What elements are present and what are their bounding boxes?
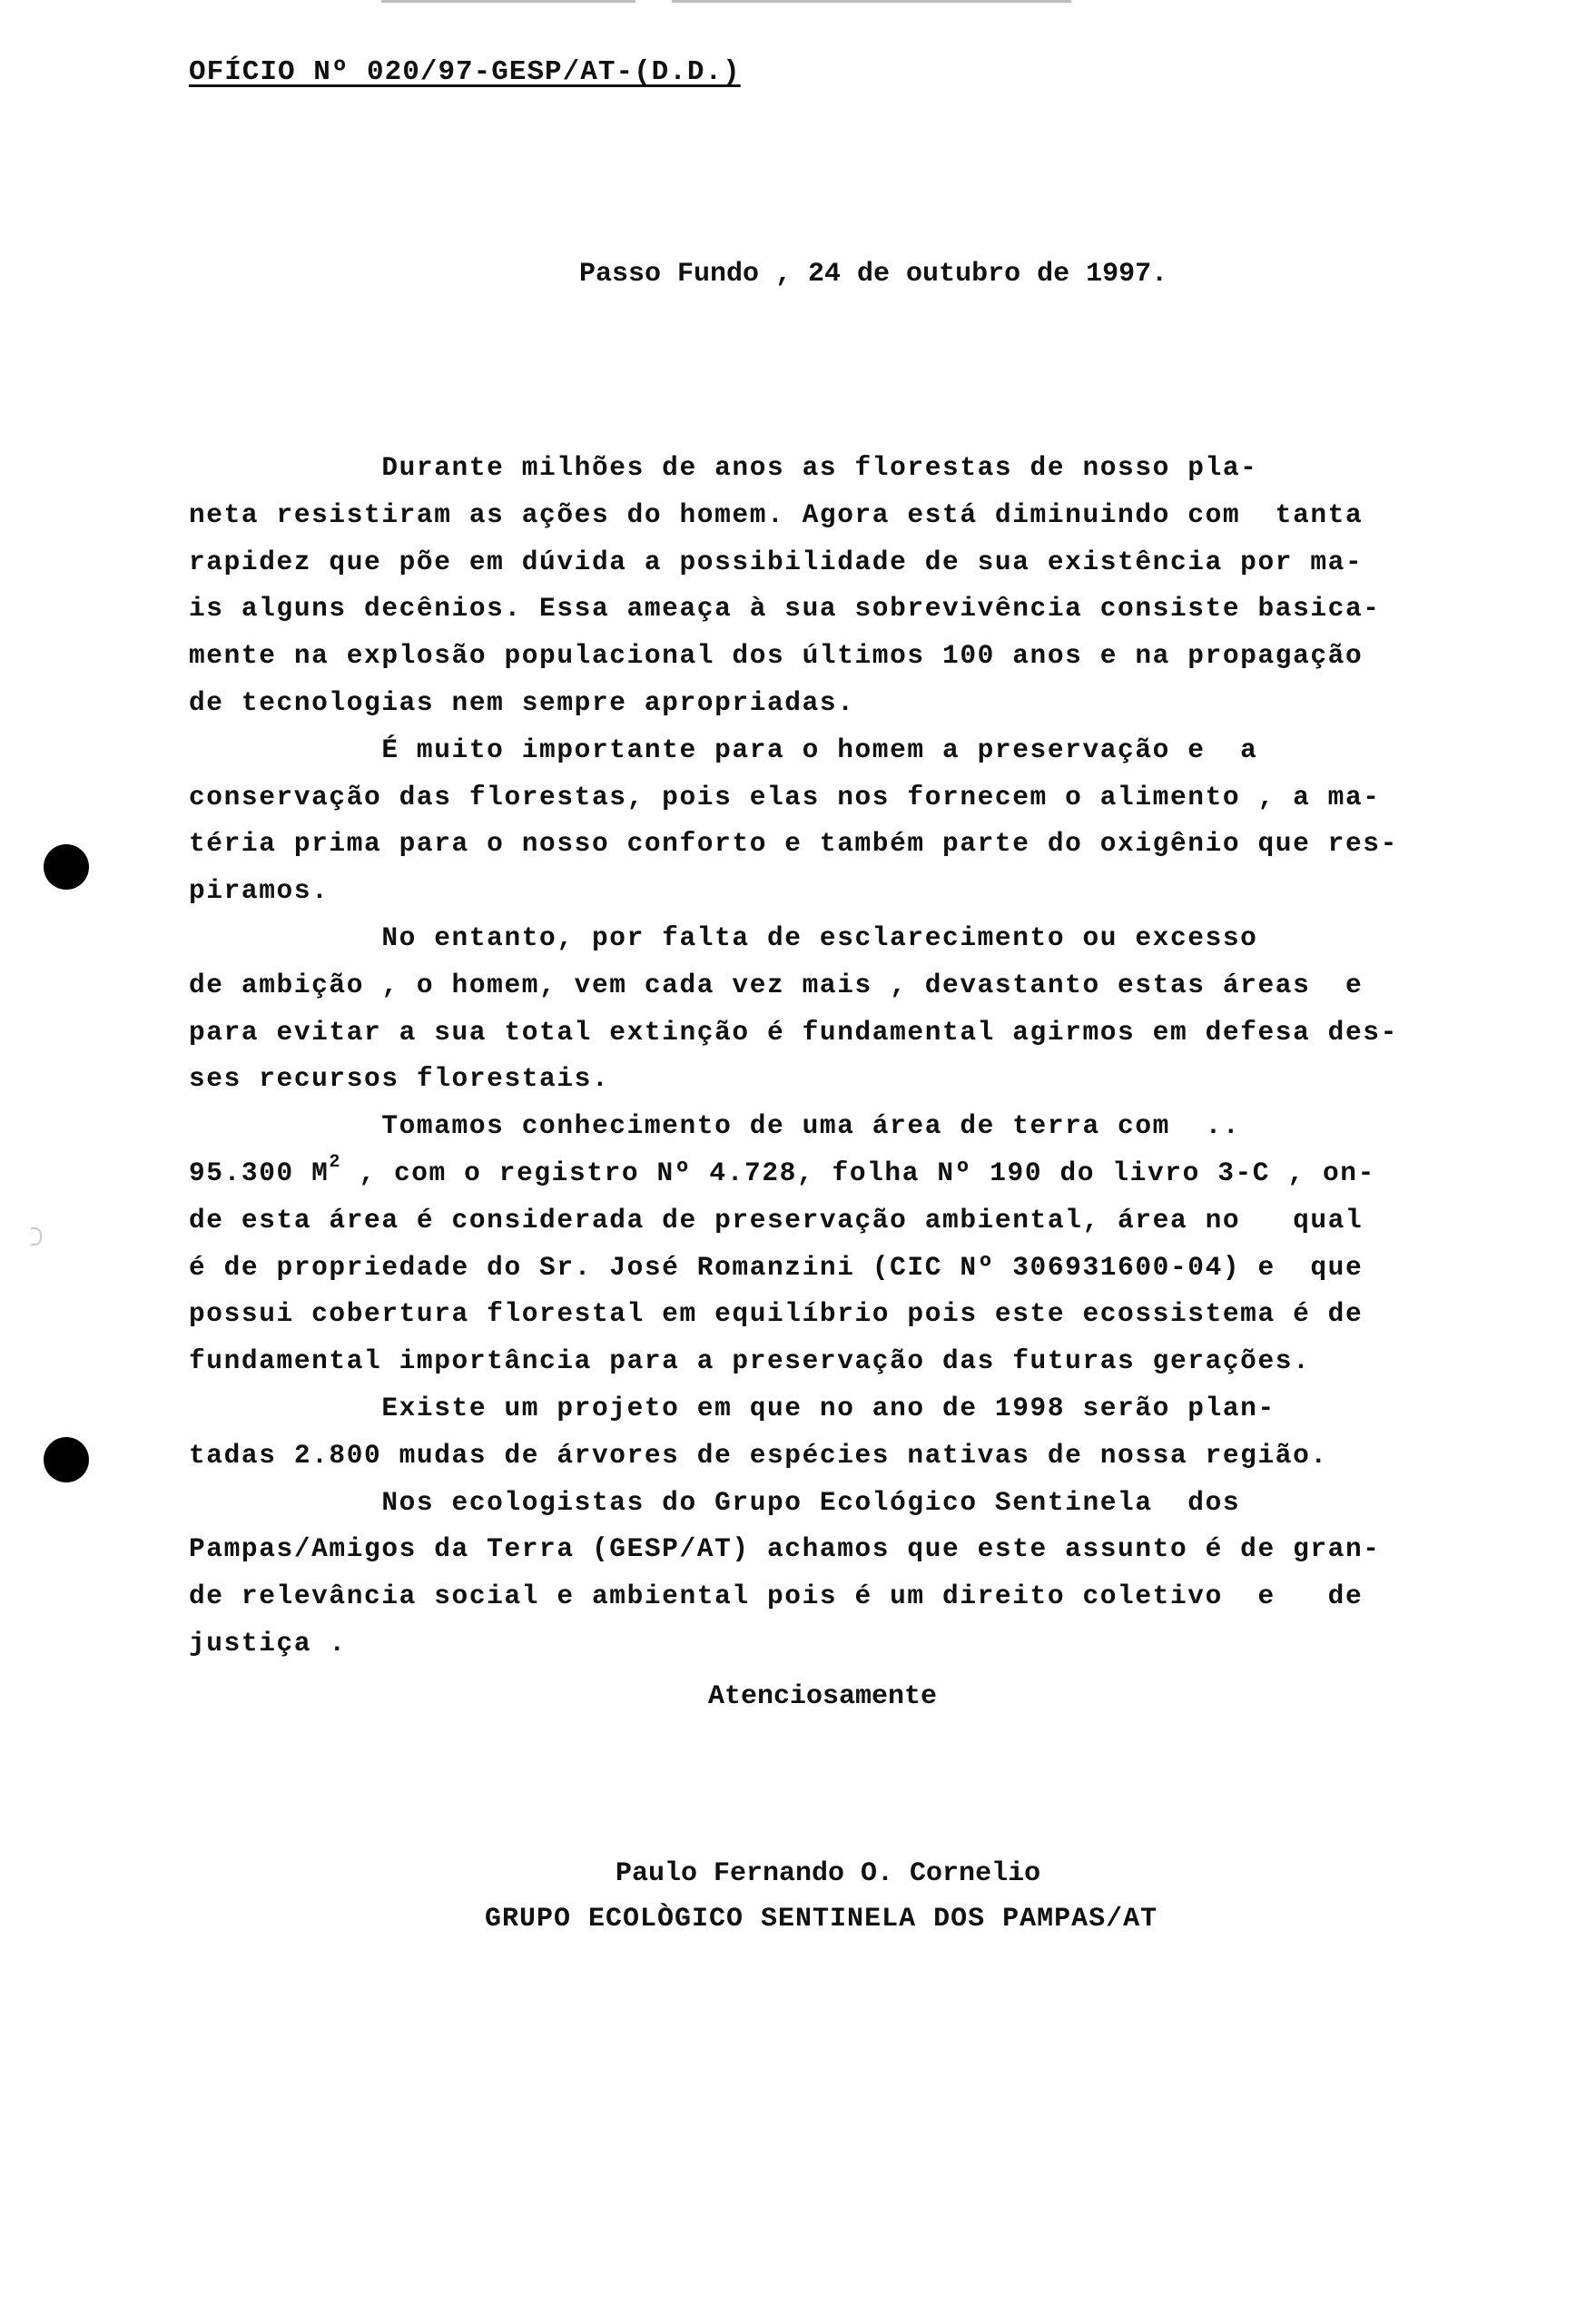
body-line: de esta área é considerada de preservação ambiental, área no qual (189, 1204, 1364, 1236)
document-reference: OFÍCIO Nº 020/97-GESP/AT-(D.D.) (189, 56, 741, 88)
body-line: fundamental importância para a preservação das futuras gerações. (189, 1345, 1311, 1377)
body-line: Tomamos conhecimento de uma área de terra com .. (189, 1110, 1241, 1142)
body-line: Existe um projeto em que no ano de 1998 serão plan- (189, 1392, 1276, 1423)
body-line: possui cobertura florestal em equilíbrio pois este ecossistema é de (189, 1298, 1364, 1330)
dateline: Passo Fundo , 24 de outubro de 1997. (579, 259, 1168, 290)
page-edge-mark (672, 0, 1071, 3)
area-value: 95.300 M (189, 1157, 330, 1188)
punch-hole (44, 844, 89, 890)
body-line: tadas 2.800 mudas de árvores de espécies nativas de nossa região. (189, 1439, 1328, 1471)
body-line: ses recursos florestais. (189, 1063, 610, 1095)
body-line: rapidez que põe em dúvida a possibilidade de sua existência por ma- (189, 546, 1364, 577)
body-line: justiça . (189, 1627, 347, 1659)
area-superscript: 2 (329, 1152, 342, 1174)
page-edge-mark (381, 0, 635, 3)
letter-body (189, 445, 1478, 1668)
body-line: is alguns decênios. Essa ameaça à sua sobrevivência consiste basica- (189, 593, 1381, 625)
signer-name: Paulo Fernando O. Cornelio (616, 1858, 1041, 1889)
body-line: É muito importante para o homem a preservação e a (189, 734, 1258, 765)
scan-speck (31, 1227, 42, 1246)
body-line: Durante milhões de anos as florestas de nosso pla- (189, 452, 1258, 483)
body-line: téria prima para o nosso conforto e também parte do oxigênio que res- (189, 828, 1398, 860)
body-line: para evitar a sua total extinção é fundamental agirmos em defesa des- (189, 1016, 1398, 1048)
body-line: conservação das florestas, pois elas nos fornecem o alimento , a ma- (189, 781, 1381, 812)
closing: Atenciosamente (708, 1681, 938, 1712)
body-line: mente na explosão populacional dos últimos 100 anos e na propagação (189, 640, 1364, 672)
body-line: de ambição , o homem, vem cada vez mais , devastanto estas áreas e (189, 969, 1364, 1000)
body-line: neta resistiram as ações do homem. Agora está diminuindo com tanta (189, 498, 1364, 530)
body-line: No entanto, por falta de esclarecimento ou excesso (189, 921, 1258, 953)
body-line: Pampas/Amigos da Terra (GESP/AT) achamos que este assunto é de gran- (189, 1533, 1381, 1565)
body-line: de tecnologias nem sempre apropriadas. (189, 686, 855, 718)
body-line: piramos. (189, 875, 330, 907)
body-line: de relevância social e ambiental pois é um direito coletivo e de (189, 1581, 1364, 1612)
body-line: Nos ecologistas do Grupo Ecológico Sentinela dos (189, 1486, 1241, 1518)
punch-hole (44, 1437, 89, 1482)
body-line: é de propriedade do Sr. José Romanzini (CIC Nº 306931600-04) e que (189, 1251, 1364, 1283)
area-line-rest: , com o registro Nº 4.728, folha Nº 190 do livro 3-C , on- (341, 1157, 1375, 1188)
signer-organization: GRUPO ECOLÒGICO SENTINELA DOS PAMPAS/AT (485, 1904, 1158, 1935)
body-line-area (189, 1150, 1478, 1197)
